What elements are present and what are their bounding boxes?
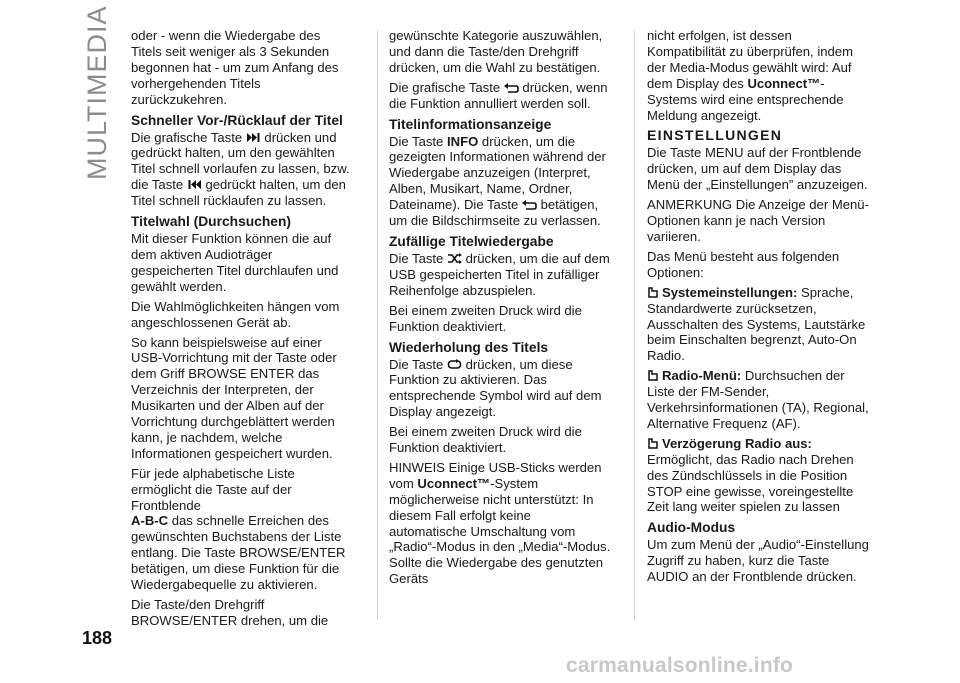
menu-option bbox=[647, 368, 869, 432]
paragraph: oder - wenn die Wiedergabe des Titels seit weniger als 3 Sekunden begonnen hat - um zum Anfang des vorhergehenden Titels zurückzukehren. bbox=[131, 28, 339, 107]
heading-repeat: Wiederholung des Titels bbox=[389, 339, 549, 355]
paragraph bbox=[131, 466, 353, 593]
text: das schnelle Erreichen des gewünschten Buchstabens der Liste entlang. Die Taste BROWSE/ENTER betätigen, um diese Funktion für die Wiedergabequelle zu aktivieren. bbox=[131, 513, 346, 593]
column-divider bbox=[634, 30, 635, 620]
section-title: MULTIMEDIA bbox=[82, 5, 112, 180]
heading-browse: Titelwahl (Durchsuchen) bbox=[131, 214, 291, 230]
text: Die Taste bbox=[389, 356, 444, 372]
text: nicht erfolgen, ist dessen Kompatibilität zu überprüfen, indem der Media-Modus gewählt wird: Auf dem Display des bbox=[647, 28, 853, 91]
text: -System möglicherweise nicht unterstützt: In diesem Fall erfolgt keine automatische Umschaltung vom „Radio“-Modus in den „Media“-Modus. Sollte die Wiedergabe des genutzten Geräts bbox=[389, 475, 611, 587]
text: Für jede alphabetische Liste ermöglicht die Taste auf der Frontblende bbox=[131, 465, 295, 513]
paragraph: So kann beispielsweise auf einer USB-Vorrichtung mit der Taste oder dem Griff BROWSE ENTER das Verzeichnis der Interpreten, der Musikarten und der Alben auf der Vorrichtung durchgeblättert werden kann, je nachdem, welche Informationen gespeichert wurden. bbox=[131, 334, 337, 461]
option-text: Durchsuchen der Liste der FM-Sender, Verkehrsinformationen (TA), Regional, Alternative Frequenz (AF). bbox=[647, 368, 869, 431]
key-label: A-B-C bbox=[131, 513, 169, 529]
watermark: carmanualsonline.info bbox=[566, 654, 794, 677]
text: drücken, um die gezeigten Informationen während der Wiedergabe anzuzeigen (Interpret, Alben, Musikart, Name, Ordner, Dateiname). Die Taste bbox=[389, 133, 606, 213]
paragraph bbox=[389, 251, 611, 299]
menu-bullet-icon bbox=[647, 370, 659, 381]
text: drücken, um die auf dem USB gespeicherten Titel in zufälliger Reihenfolge abzuspielen. bbox=[389, 250, 610, 298]
paragraph: Bei einem zweiten Druck wird die Funktion deaktiviert. bbox=[389, 302, 582, 334]
text: HINWEIS Einige USB-Sticks werden vom bbox=[389, 459, 602, 491]
paragraph: Bei einem zweiten Druck wird die Funktion deaktiviert. bbox=[389, 424, 582, 456]
option-text: Sprache, Standardwerte zurücksetzen, Ausschalten des Systems, Lautstärke beim Einschalten begrenzt, Auto-On Radio. bbox=[647, 284, 866, 364]
paragraph: Mit dieser Funktion können die auf dem aktiven Audioträger gespeicherten Titel durchlaufen und gewählt werden. bbox=[131, 231, 339, 294]
option-text: Ermöglicht, das Radio nach Drehen des Zündschlüssels in die Position STOP eine gewisse, voreingestellte Zeit lang weiter spielen zu lassen bbox=[647, 451, 854, 515]
paragraph bbox=[389, 134, 611, 229]
text: Die Taste bbox=[389, 250, 444, 266]
option-title: Verzögerung Radio aus: bbox=[662, 435, 812, 451]
paragraph: ANMERKUNG Die Anzeige der Menü-Optionen kann je nach Version variieren. bbox=[647, 197, 869, 244]
heading-audio-mode: Audio-Modus bbox=[647, 520, 736, 536]
paragraph bbox=[131, 130, 353, 210]
paragraph bbox=[389, 80, 611, 112]
paragraph: Die Taste MENU auf der Frontblende drücken, um auf dem Display das Menü der „Einstellungen” anzuzeigen. bbox=[647, 145, 868, 193]
paragraph bbox=[389, 357, 611, 421]
text-column-2 bbox=[389, 28, 611, 591]
brand-name: Uconnect™ bbox=[417, 475, 491, 491]
menu-option bbox=[647, 285, 869, 365]
heading-fast-forward: Schneller Vor-/Rücklauf der Titel bbox=[131, 112, 343, 128]
paragraph: gewünschte Kategorie auszuwählen, und dann die Taste/den Drehgriff drücken, um die Wahl zu bestätigen. bbox=[389, 28, 603, 75]
paragraph bbox=[647, 28, 869, 123]
heading-shuffle: Zufällige Titelwiedergabe bbox=[389, 233, 554, 249]
text-column-3 bbox=[647, 28, 869, 589]
text: Die grafische Taste bbox=[389, 79, 501, 95]
text: drücken, um diese Funktion zu aktivieren. Das entsprechende Symbol wird auf dem Display angezeigt. bbox=[389, 356, 602, 420]
text: Die Taste bbox=[389, 133, 444, 149]
skip-back-icon bbox=[187, 179, 202, 190]
heading-info: Titelinformationsanzeige bbox=[389, 116, 552, 132]
heading-settings: EINSTELLUNGEN bbox=[647, 127, 783, 144]
text: gedrückt halten, um den Titel schnell rücklaufen zu lassen. bbox=[131, 177, 346, 209]
paragraph: Die Wahlmöglichkeiten hängen vom angeschlossenen Gerät ab. bbox=[131, 298, 340, 330]
text: betätigen, um die Bildschirmseite zu verlassen. bbox=[389, 197, 601, 229]
menu-option bbox=[647, 436, 869, 516]
paragraph: Um zum Menü der „Audio“-Einstellung Zugriff zu haben, kurz die Taste AUDIO an der Frontblende drücken. bbox=[647, 537, 869, 585]
text: drücken, wenn die Funktion annulliert werden soll. bbox=[389, 79, 608, 111]
option-title: Radio-Menü: bbox=[662, 368, 742, 384]
repeat-icon bbox=[447, 359, 462, 370]
menu-bullet-icon bbox=[647, 287, 659, 298]
key-label: INFO bbox=[446, 133, 479, 149]
paragraph: Die Taste/den Drehgriff BROWSE/ENTER drehen, um die bbox=[131, 597, 329, 628]
option-title: Systemeinstellungen: bbox=[662, 284, 798, 300]
text-column-1 bbox=[131, 28, 353, 633]
text: -Systems wird eine entsprechende Meldung angezeigt. bbox=[647, 75, 844, 123]
back-arrow-icon bbox=[504, 82, 519, 93]
paragraph bbox=[389, 460, 611, 587]
brand-name: Uconnect™ bbox=[747, 75, 821, 91]
menu-bullet-icon bbox=[647, 438, 659, 449]
column-divider bbox=[377, 30, 378, 620]
back-arrow-icon bbox=[522, 199, 537, 210]
text: Die grafische Taste bbox=[131, 129, 243, 145]
skip-forward-icon bbox=[246, 132, 261, 143]
page-number: 188 bbox=[82, 628, 113, 648]
text: drücken und gedrückt halten, um den gewählten Titel schnell vorlaufen zu lassen, bzw. die Taste bbox=[131, 129, 350, 193]
shuffle-icon bbox=[447, 253, 462, 264]
paragraph: Das Menü besteht aus folgenden Optionen: bbox=[647, 248, 840, 280]
